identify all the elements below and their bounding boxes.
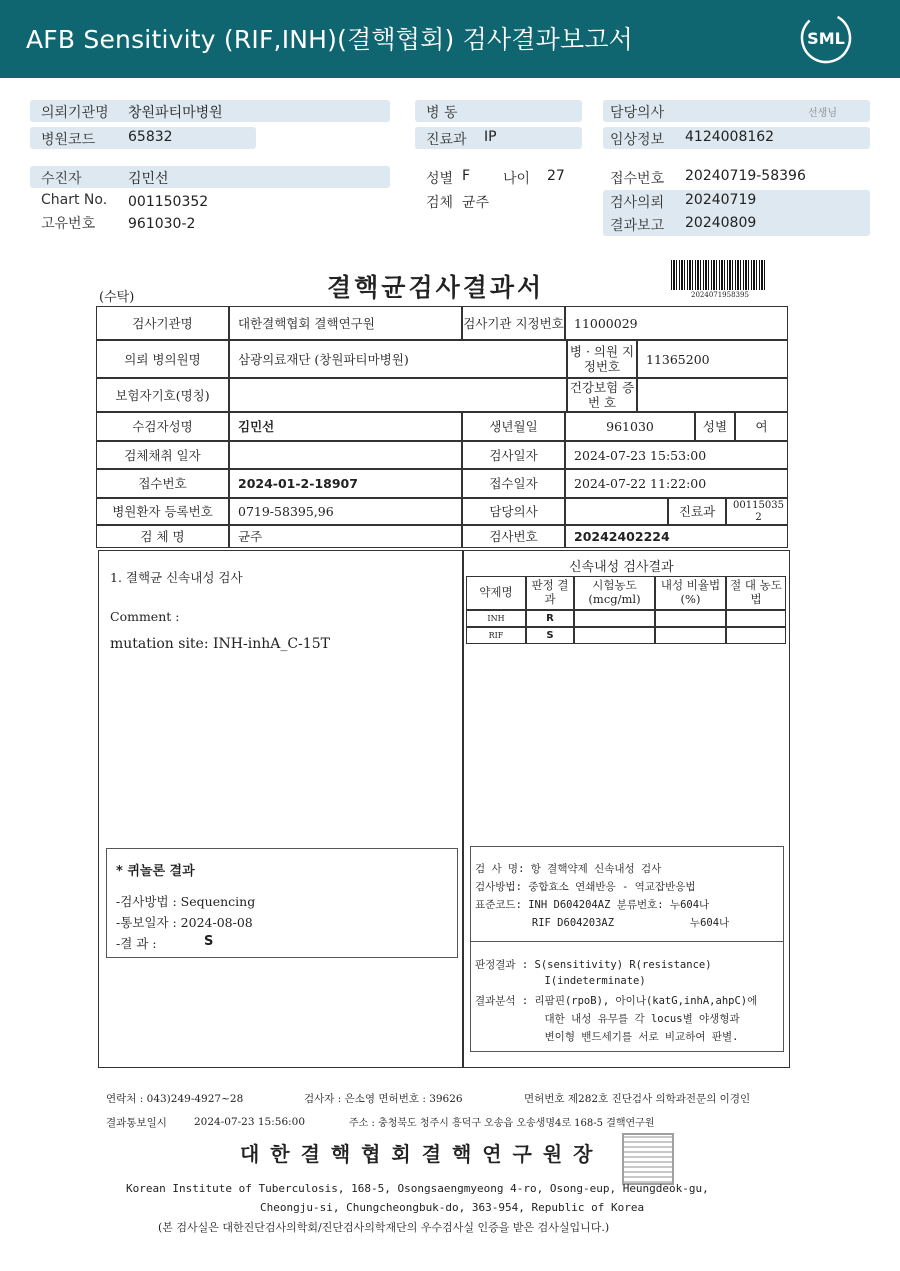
rapid-header-abs: 절 대 농도법 <box>726 576 786 610</box>
rapid-result-inh: R <box>526 610 574 627</box>
footer-tester: 검사자 : 은소영 면허번호 : 39626 <box>304 1093 463 1105</box>
results-divider <box>462 550 464 1068</box>
chart-label: Chart No. <box>41 192 108 208</box>
report-value: 20240809 <box>685 215 757 231</box>
tb-dept-label: 진료과 <box>668 498 726 525</box>
quinolone-notify: -통보일자 : 2024-08-08 <box>116 915 253 930</box>
footer-org: 대 한 결 핵 협 회 결 핵 연 구 원 장 <box>240 1142 595 1166</box>
testno-value: 20242402224 <box>565 525 788 548</box>
request-label: 검사의뢰 <box>610 195 665 211</box>
sex-value: F <box>462 168 471 184</box>
test-date-label: 검사일자 <box>462 441 565 469</box>
method-line-7: 결과분석 : 리팜핀(rpoB), 아이나(katG,inhA,ahpC)에 <box>475 995 758 1007</box>
rapid-conc-rif <box>574 627 655 644</box>
patient-label: 수진자 <box>41 171 82 187</box>
report-label: 결과보고 <box>610 218 665 234</box>
lab-name-label: 검사기관명 <box>96 306 229 340</box>
hospital-code-value: 65832 <box>128 129 173 145</box>
clinical-value: 4124008162 <box>685 129 775 145</box>
hosp-id-value: 11365200 <box>637 340 788 378</box>
insured-label: 보험자기호(명칭) <box>96 378 229 412</box>
method-line-3: 표준코드: INH D604204AZ 분류번호: 누604나 <box>475 899 710 911</box>
tb-doctor-value <box>565 498 668 525</box>
logo-text: SML <box>807 29 845 48</box>
method-line-6: I(indeterminate) <box>475 975 646 987</box>
rapid-header-ratio: 내성 비율법(%) <box>655 576 726 610</box>
req-hosp-value: 삼광의료재단 (창원파티마병원) <box>229 340 567 378</box>
patient-value: 김민선 <box>128 171 169 187</box>
testno-label: 검사번호 <box>462 525 565 548</box>
tb-specimen-label: 검 체 명 <box>96 525 229 548</box>
birth-label: 생년월일 <box>462 412 565 441</box>
test-item-label: 1. 결핵균 신속내성 검사 <box>110 570 243 585</box>
tb-specimen-value: 균주 <box>229 525 462 548</box>
reg-label: 병원환자 등록번호 <box>96 498 229 525</box>
tb-patient-label: 수검자성명 <box>96 412 229 441</box>
receipt-label: 접수번호 <box>610 171 665 187</box>
specimen-label: 검체 <box>426 195 454 211</box>
department-label: 진료과 <box>426 132 467 148</box>
certificate-title: 결핵균검사결과서 <box>327 273 545 302</box>
lab-id-label: 검사기관 지정번호 <box>462 306 565 340</box>
barcode-image <box>671 260 766 290</box>
request-value: 20240719 <box>685 192 757 208</box>
hosp-id-label: 병 · 의원 지정번호 <box>567 340 637 378</box>
method-line-1: 검 사 명: 항 결핵약제 신속내성 검사 <box>475 863 662 875</box>
barcode-number: 2024071958395 <box>691 291 749 299</box>
test-date-value: 2024-07-23 15:53:00 <box>565 441 788 469</box>
method-line-9: 변이형 밴드세기를 서로 비교하여 판별. <box>475 1031 739 1043</box>
rapid-header-drug: 약제명 <box>466 576 526 610</box>
consign-label: (수탁) <box>99 290 135 305</box>
tb-sex-value: 여 <box>735 412 788 441</box>
report-title: AFB Sensitivity (RIF,INH)(결핵협회) 검사결과보고서 <box>26 25 634 54</box>
receipt-value: 20240719-58396 <box>685 168 806 184</box>
receipt-date-value: 2024-07-22 11:22:00 <box>565 469 788 498</box>
rapid-ratio-inh <box>655 610 726 627</box>
tb-receipt-label: 접수번호 <box>96 469 229 498</box>
footer-contact: 연락처 : 043)249-4927~28 <box>106 1093 244 1105</box>
tb-sex-label: 성별 <box>695 412 735 441</box>
rapid-header-conc: 시험농도 (mcg/ml) <box>574 576 655 610</box>
reg-value: 0719-58395,96 <box>229 498 462 525</box>
mutation-site: mutation site: INH-inhA_C-15T <box>110 636 330 652</box>
footer-eng-1: Korean Institute of Tuberculosis, 168-5, Osongsaengmyeong 4-ro, Osong-eup, Heungdeok-gu, <box>126 1182 709 1195</box>
sml-logo <box>800 12 852 64</box>
rapid-conc-inh <box>574 610 655 627</box>
unique-label: 고유번호 <box>41 216 96 232</box>
health-value <box>637 378 788 412</box>
health-label: 건강보험 증 번 호 <box>567 378 637 412</box>
band-patient <box>30 166 390 188</box>
rapid-drug-inh: INH <box>466 610 526 627</box>
specimen-value: 균주 <box>462 195 490 211</box>
lab-id-value: 11000029 <box>565 306 788 340</box>
doctor-label: 담당의사 <box>610 105 665 121</box>
unique-value: 961030-2 <box>128 216 196 232</box>
rapid-ratio-rif <box>655 627 726 644</box>
official-seal-image <box>622 1133 674 1185</box>
method-line-8: 대한 내성 유무를 각 locus별 야생형과 <box>475 1013 740 1025</box>
tb-receipt-value: 2024-01-2-18907 <box>229 469 462 498</box>
tb-dept-value: 001150352 <box>726 498 788 525</box>
sex-label: 성별 <box>426 171 454 187</box>
footer-license: 면허번호 제282호 진단검사 의학과전문의 이경인 <box>524 1093 751 1105</box>
clinical-label: 임상정보 <box>610 132 665 148</box>
quinolone-result-label: -결 과 : <box>116 936 157 951</box>
age-value: 27 <box>547 168 565 184</box>
hospital-code-label: 병원코드 <box>41 132 96 148</box>
footer-notice-label: 결과통보일시 <box>106 1117 167 1129</box>
footer-cert: (본 검사실은 대한진단검사의학회/진단검사의학재단의 우수검사실 인증을 받은 검사실입니다.) <box>158 1221 610 1234</box>
footer-eng-2: Cheongju-si, Chungcheongbuk-do, 363-954, Republic of Korea <box>260 1201 645 1214</box>
age-label: 나이 <box>503 171 531 187</box>
method-line-4: RIF D604203AZ 누604나 <box>475 917 730 929</box>
comment-label: Comment : <box>110 609 180 624</box>
rapid-title: 신속내성 검사결과 <box>569 560 674 575</box>
birth-value: 961030 <box>565 412 695 441</box>
rapid-drug-rif: RIF <box>466 627 526 644</box>
doctor-value: 선생님 <box>808 108 837 119</box>
tb-patient-value: 김민선 <box>229 412 462 441</box>
quinolone-result-value: S <box>204 934 214 949</box>
chart-value: 001150352 <box>128 194 209 210</box>
insured-value <box>229 378 567 412</box>
receipt-date-label: 접수일자 <box>462 469 565 498</box>
department-value: IP <box>484 129 497 145</box>
institution-label: 의뢰기관명 <box>41 105 109 121</box>
tb-certificate-scan <box>94 258 794 1258</box>
quinolone-title: * 퀴놀론 결과 <box>116 864 195 879</box>
footer-address: 주소 : 충청북도 청주시 흥덕구 오송읍 오송생명4로 168-5 결핵연구원 <box>349 1118 655 1129</box>
method-line-2: 검사방법: 중합효소 연쇄반응 - 역교잡반응법 <box>475 881 696 893</box>
method-line-5: 판정결과 : S(sensitivity) R(resistance) <box>475 959 712 971</box>
collect-value <box>229 441 462 469</box>
rapid-abs-inh <box>726 610 786 627</box>
rapid-header-result: 판정 결과 <box>526 576 574 610</box>
ward-label: 병 동 <box>426 105 458 121</box>
tb-doctor-label: 담당의사 <box>462 498 565 525</box>
institution-value: 창원파티마병원 <box>128 105 223 121</box>
footer-notice-value: 2024-07-23 15:56:00 <box>194 1116 306 1128</box>
req-hosp-label: 의뢰 병의원명 <box>96 340 229 378</box>
quinolone-method: -검사방법 : Sequencing <box>116 894 256 909</box>
collect-label: 검체채취 일자 <box>96 441 229 469</box>
report-header <box>0 0 900 78</box>
lab-name-value: 대한결핵협회 결핵연구원 <box>229 306 462 340</box>
rapid-result-rif: S <box>526 627 574 644</box>
rapid-abs-rif <box>726 627 786 644</box>
